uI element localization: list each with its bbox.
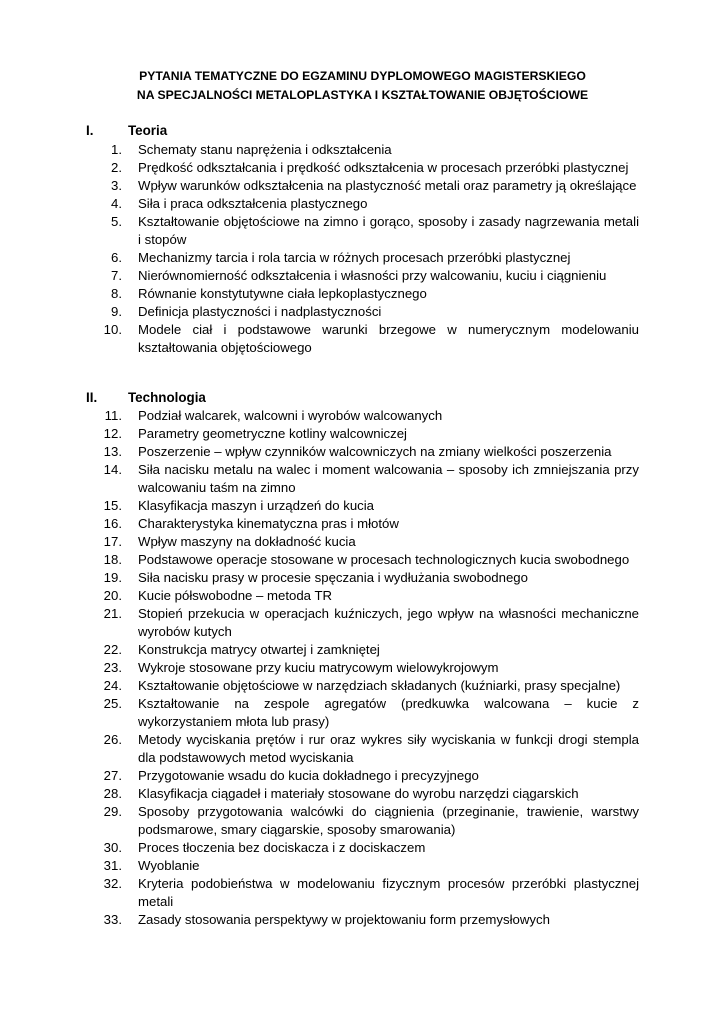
question-number: 26. — [103, 732, 122, 747]
question-number: 16. — [103, 516, 122, 531]
question-item — [86, 767, 639, 785]
section-name: Teoria — [128, 123, 168, 138]
question-text: Proces tłoczenia bez dociskacza i z dociskaczem — [138, 840, 426, 855]
question-number: 1. — [111, 142, 122, 157]
question-item — [86, 141, 639, 159]
question-text: Definicja plastyczności i nadplastyczności — [138, 304, 382, 319]
question-number: 21. — [103, 606, 122, 621]
question-text: Podział walcarek, walcowni i wyrobów walcowanych — [138, 408, 443, 423]
question-text: Wpływ warunków odkształcenia na plastyczność metali oraz parametry ją określające — [138, 178, 637, 193]
question-text: Wykroje stosowane przy kuciu matrycowym wielowykrojowym — [138, 660, 499, 675]
theory-question-list — [86, 141, 639, 357]
question-number: 32. — [103, 876, 122, 891]
question-item — [86, 587, 639, 605]
question-item — [86, 159, 639, 177]
question-text: Metody wyciskania prętów i rur oraz wykres siły wyciskania w funkcji drogi stempla dla podstawowych metod wyciskania — [138, 732, 639, 765]
question-item — [86, 249, 639, 267]
question-text: Sposoby przygotowania walcówki do ciągnienia (przeginanie, trawienie, warstwy podsmarowe, smary ciągarskie, sposoby smarowania) — [138, 804, 639, 837]
question-text: Siła i praca odkształcenia plastycznego — [138, 196, 368, 211]
question-item — [86, 605, 639, 641]
question-number: 23. — [103, 660, 122, 675]
question-item — [86, 857, 639, 875]
question-number: 33. — [103, 912, 122, 927]
question-item — [86, 731, 639, 767]
question-number: 4. — [111, 196, 122, 211]
question-number: 2. — [111, 160, 122, 175]
question-item — [86, 443, 639, 461]
question-number: 19. — [103, 570, 122, 585]
question-item — [86, 267, 639, 285]
question-text: Kucie półswobodne – metoda TR — [138, 588, 333, 603]
question-number: 22. — [103, 642, 122, 657]
document-title-line-1: PYTANIA TEMATYCZNE DO EGZAMINU DYPLOMOWEGO MAGISTERSKIEGO — [139, 69, 586, 83]
question-text: Siła nacisku metalu na walec i moment walcowania – sposoby ich zmniejszania przy walcowaniu taśm na zimno — [138, 462, 639, 495]
question-text: Wpływ maszyny na dokładność kucia — [138, 534, 356, 549]
question-text: Równanie konstytutywne ciała lepkoplastycznego — [138, 286, 427, 301]
question-item — [86, 285, 639, 303]
question-number: 6. — [111, 250, 122, 265]
question-text: Prędkość odkształcania i prędkość odkształcenia w procesach przeróbki plastycznej — [138, 160, 629, 175]
question-number: 29. — [103, 804, 122, 819]
question-item — [86, 785, 639, 803]
question-number: 30. — [103, 840, 122, 855]
question-number: 10. — [103, 322, 122, 337]
question-number: 20. — [103, 588, 122, 603]
question-item — [86, 659, 639, 677]
question-item — [86, 213, 639, 249]
question-number: 28. — [103, 786, 122, 801]
question-text: Kształtowanie objętościowe w narzędziach składanych (kuźniarki, prasy specjalne) — [138, 678, 621, 693]
section-number: I. — [86, 123, 94, 138]
question-text: Mechanizmy tarcia i rola tarcia w różnych procesach przeróbki plastycznej — [138, 250, 571, 265]
question-text: Schematy stanu naprężenia i odkształcenia — [138, 142, 392, 157]
question-item — [86, 177, 639, 195]
question-item — [86, 195, 639, 213]
question-text: Modele ciał i podstawowe warunki brzegowe w numerycznym modelowaniu kształtowania objętościowego — [138, 322, 639, 355]
question-text: Przygotowanie wsadu do kucia dokładnego i precyzyjnego — [138, 768, 479, 783]
question-item — [86, 569, 639, 587]
question-item — [86, 461, 639, 497]
document-title-line-2: NA SPECJALNOŚCI METALOPLASTYKA I KSZTAŁTOWANIE OBJĘTOŚCIOWE — [136, 88, 589, 102]
question-number: 9. — [111, 304, 122, 319]
question-text: Nierównomierność odkształcenia i własności przy walcowaniu, kuciu i ciągnieniu — [138, 268, 607, 283]
question-item — [86, 515, 639, 533]
question-number: 7. — [111, 268, 122, 283]
question-number: 15. — [103, 498, 122, 513]
question-text: Kształtowanie objętościowe na zimno i gorąco, sposoby i zasady nagrzewania metali i stopów — [138, 214, 639, 247]
question-number: 5. — [111, 214, 122, 229]
question-text: Parametry geometryczne kotliny walcowniczej — [138, 426, 407, 441]
question-number: 11. — [104, 408, 122, 423]
question-number: 3. — [111, 178, 122, 193]
question-item — [86, 839, 639, 857]
question-number: 18. — [103, 552, 122, 567]
question-item — [86, 695, 639, 731]
question-item — [86, 407, 639, 425]
section-number: II. — [86, 390, 98, 405]
question-item — [86, 551, 639, 569]
question-item — [86, 677, 639, 695]
question-text: Poszerzenie – wpływ czynników walcowniczych na zmiany wielkości poszerzenia — [138, 444, 612, 459]
question-item — [86, 803, 639, 839]
question-item — [86, 875, 639, 911]
question-item — [86, 303, 639, 321]
question-text: Charakterystyka kinematyczna pras i młotów — [138, 516, 399, 531]
question-number: 27. — [103, 768, 122, 783]
technology-question-list — [86, 407, 639, 929]
question-number: 25. — [103, 696, 122, 711]
question-number: 24. — [103, 678, 122, 693]
question-number: 13. — [103, 444, 122, 459]
question-item — [86, 641, 639, 659]
question-text: Kształtowanie na zespole agregatów (predkuwka walcowana – kucie z wykorzystaniem młota lub prasy) — [138, 696, 639, 729]
question-text: Podstawowe operacje stosowane w procesach technologicznych kucia swobodnego — [138, 552, 630, 567]
question-text: Klasyfikacja ciągadeł i materiały stosowane do wyrobu narzędzi ciągarskich — [138, 786, 579, 801]
question-number: 14. — [103, 462, 122, 477]
question-item — [86, 533, 639, 551]
question-number: 31. — [103, 858, 122, 873]
question-text: Klasyfikacja maszyn i urządzeń do kucia — [138, 498, 375, 513]
question-text: Stopień przekucia w operacjach kuźniczych, jego wpływ na własności mechaniczne wyrobów kutych — [138, 606, 639, 639]
question-text: Konstrukcja matrycy otwartej i zamkniętej — [138, 642, 380, 657]
question-text: Zasady stosowania perspektywy w projektowaniu form przemysłowych — [138, 912, 550, 927]
question-text: Kryteria podobieństwa w modelowaniu fizycznym procesów przeróbki plastycznej metali — [138, 876, 639, 909]
question-item — [86, 425, 639, 443]
section-name: Technologia — [128, 390, 206, 405]
question-item — [86, 911, 639, 929]
question-number: 8. — [111, 286, 122, 301]
question-text: Wyoblanie — [138, 858, 200, 873]
question-text: Siła nacisku prasy w procesie spęczania i wydłużania swobodnego — [138, 570, 528, 585]
question-item — [86, 321, 639, 357]
question-number: 12. — [103, 426, 122, 441]
question-item — [86, 497, 639, 515]
question-number: 17. — [103, 534, 122, 549]
